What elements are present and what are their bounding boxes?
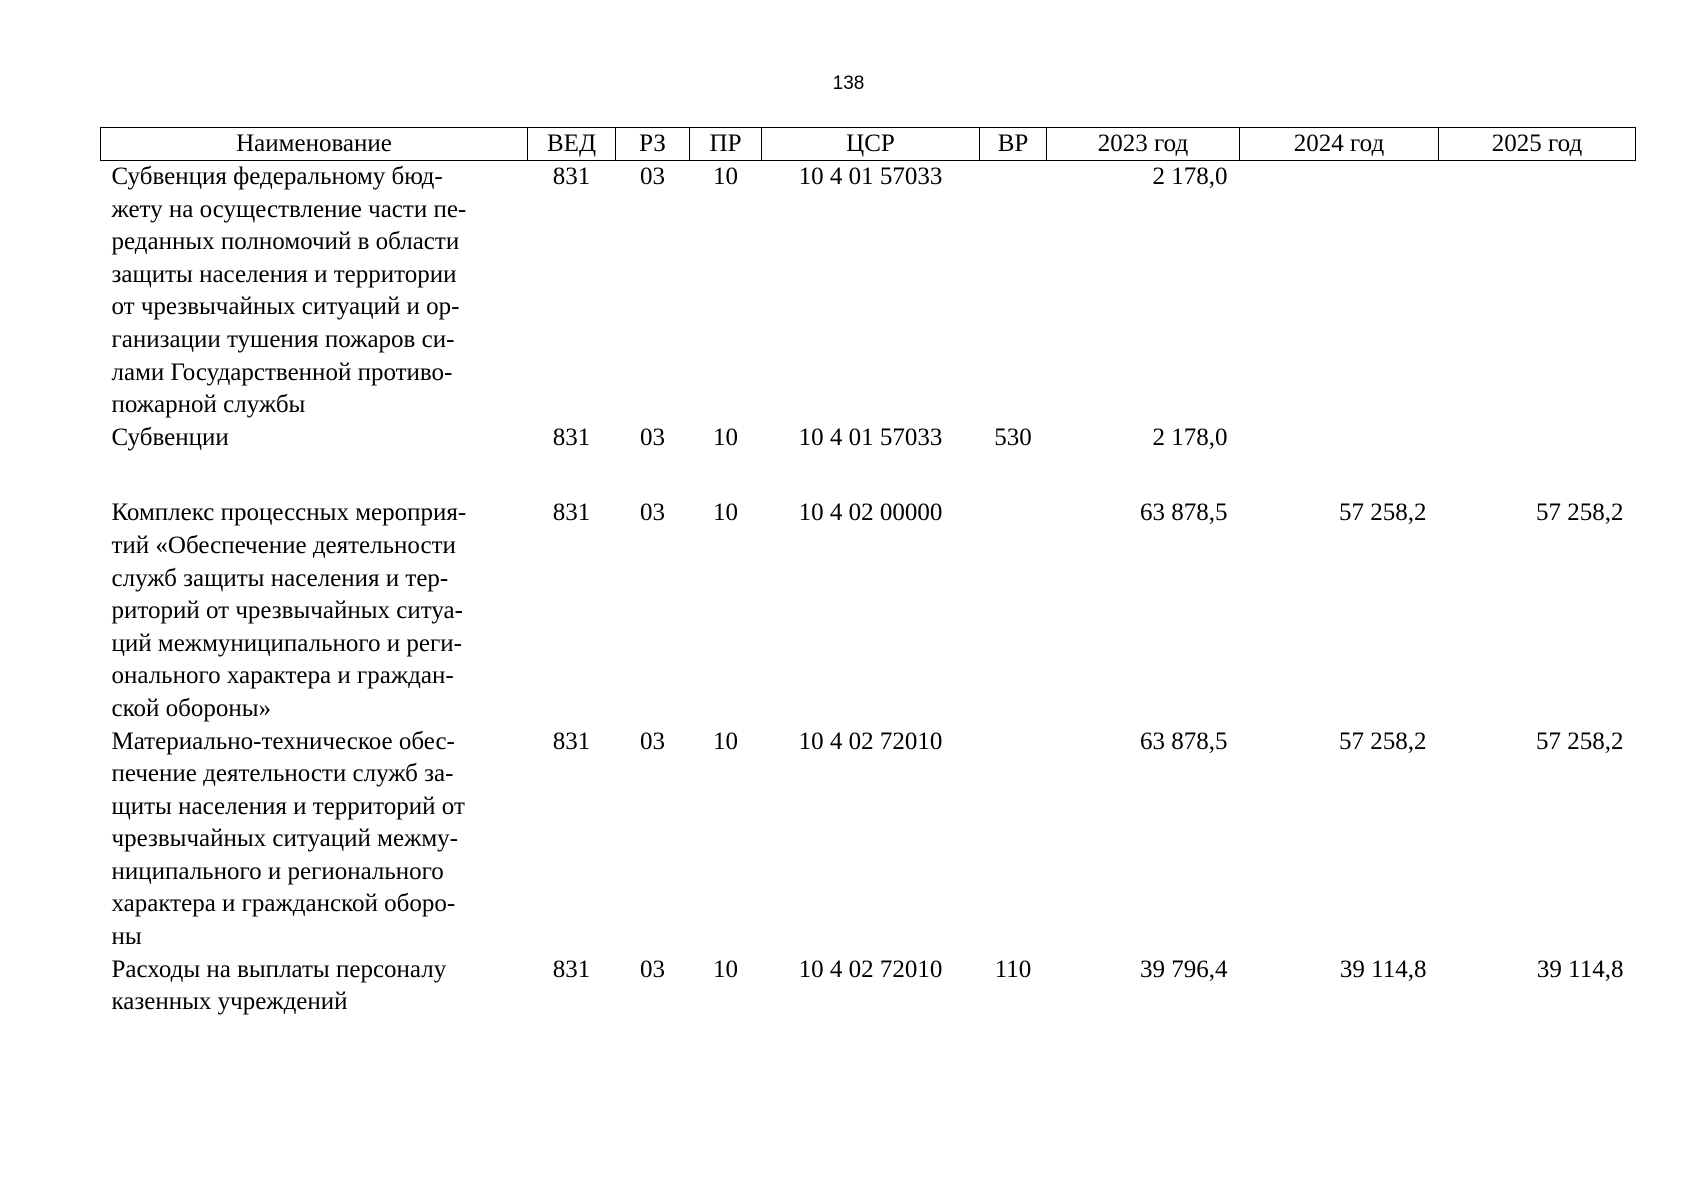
cell-2023: 2 178,0 — [1152, 163, 1228, 190]
cell-csr: 10 4 01 57033 — [798, 163, 943, 190]
cell-2023: 39 796,4 — [1140, 955, 1228, 983]
cell-2025 — [1439, 422, 1636, 498]
table-body — [101, 161, 1636, 1019]
cell-csr: 10 4 02 00000 — [798, 499, 943, 527]
cell-rz: 03 — [640, 423, 665, 451]
cell-vr: 110 — [994, 955, 1032, 983]
table-row — [101, 161, 1636, 422]
header-pr: ПР — [690, 128, 762, 161]
cell-2024: 57 258,2 — [1339, 499, 1427, 527]
cell-ved: 831 — [552, 727, 591, 755]
cell-2023: 2 178,0 — [1152, 423, 1228, 451]
cell-2023: 63 878,5 — [1140, 499, 1228, 527]
cell-rz: 03 — [640, 499, 665, 527]
cell-name: Субвенция федеральному бюд- жету на осуществление части пе- реданных полномочий в области защиты населения и территории от чрезвычайных ситуаций и ор- ганизации тушения пожаров си- лами Государственной противо- пожарной службы — [111, 163, 467, 419]
cell-ved: 831 — [552, 423, 591, 451]
table-row — [101, 422, 1636, 498]
table-row — [101, 954, 1636, 1019]
cell-pr: 10 — [713, 727, 738, 755]
cell-pr: 10 — [713, 499, 738, 527]
cell-csr: 10 4 02 72010 — [798, 727, 943, 755]
header-rz: РЗ — [616, 128, 690, 161]
cell-name: Расходы на выплаты персоналу казенных учреждений — [111, 955, 447, 1016]
cell-rz: 03 — [640, 727, 665, 755]
cell-csr: 10 4 02 72010 — [798, 955, 943, 983]
header-2025: 2025 год — [1439, 128, 1636, 161]
header-2024: 2024 год — [1240, 128, 1439, 161]
cell-2023: 63 878,5 — [1140, 727, 1228, 755]
cell-pr: 10 — [713, 955, 738, 983]
cell-2024: 39 114,8 — [1339, 955, 1427, 983]
cell-rz: 03 — [640, 163, 665, 190]
table-header-row — [101, 128, 1636, 161]
cell-csr: 10 4 01 57033 — [798, 423, 943, 451]
header-vr: ВР — [980, 128, 1047, 161]
cell-rz: 03 — [640, 955, 665, 983]
cell-2024 — [1240, 161, 1439, 422]
cell-vr — [980, 497, 1047, 725]
header-ved: ВЕД — [528, 128, 616, 161]
table-row — [101, 726, 1636, 954]
cell-ved: 831 — [552, 955, 591, 983]
cell-ved: 831 — [552, 499, 591, 527]
cell-name: Материально-техническое обес- печение деятельности служб за- щиты населения и территорий от чрезвычайных ситуаций межму- ниципального и регионального характера и гражданской оборо- ны — [111, 727, 465, 951]
header-name: Наименование — [101, 128, 528, 161]
cell-vr — [980, 726, 1047, 954]
cell-2025: 57 258,2 — [1536, 499, 1624, 527]
cell-pr: 10 — [713, 423, 738, 451]
cell-2024: 57 258,2 — [1339, 727, 1427, 755]
cell-2025 — [1439, 161, 1636, 422]
page-number: 138 — [832, 73, 865, 94]
cell-vr — [980, 161, 1047, 422]
budget-table — [100, 127, 1636, 1019]
header-2023: 2023 год — [1047, 128, 1240, 161]
cell-pr: 10 — [713, 163, 738, 190]
cell-2025: 57 258,2 — [1536, 727, 1624, 755]
cell-2025: 39 114,8 — [1536, 955, 1624, 983]
cell-2024 — [1240, 422, 1439, 498]
cell-name: Комплекс процессных мероприя- тий «Обеспечение деятельности служб защиты населения и тер- риторий от чрезвычайных ситуа- ций межмуниципального и реги- онального характера и граждан- ской обороны» — [111, 499, 467, 722]
cell-name: Субвенции — [111, 423, 229, 451]
cell-vr: 530 — [994, 423, 1032, 451]
cell-ved: 831 — [552, 163, 591, 190]
header-csr: ЦСР — [762, 128, 980, 161]
table-row — [101, 497, 1636, 725]
